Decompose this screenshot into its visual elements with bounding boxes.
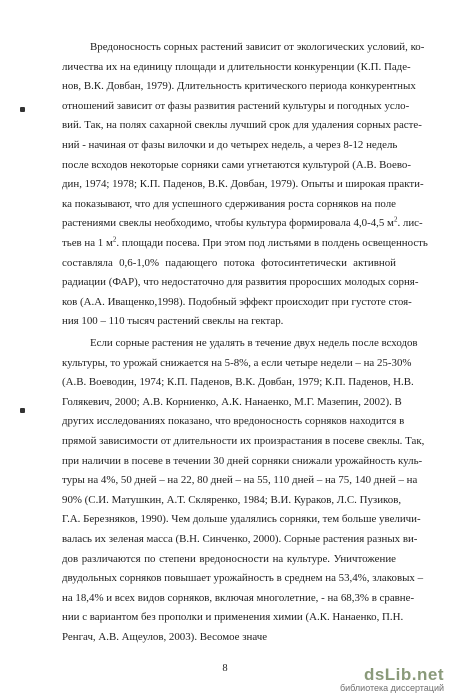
text-segment: тьев на 1 м — [62, 236, 113, 249]
text-line: ка показывают, что для успешного сдерживания роста сорняков на поле — [62, 197, 396, 210]
text-line: дин, 1974; 1978; К.П. Паденов, В.К. Довбан, 1979). Опыты и широкая практи- — [62, 178, 424, 191]
text-line: Вредоносность сорных растений зависит от экологических условий, ко- — [90, 41, 425, 53]
text-line: ния 100 – 110 тысяч растений свеклы на гектар. — [62, 315, 284, 328]
text-line: прямой зависимости от длительности их произрастания в посеве свеклы. Так, — [62, 434, 425, 447]
superscript: 2 — [112, 235, 117, 244]
paragraph-2 — [62, 334, 425, 648]
text-line: ков (А.А. Иващенко,1998). Подобный эффект происходит при густоте стоя- — [62, 295, 412, 308]
superscript: 2 — [393, 215, 398, 224]
paragraph-1 — [62, 38, 428, 332]
text-segment: растениями свеклы необходимо, чтобы культура формировала 4,0-4,5 м — [62, 217, 394, 230]
watermark-logo: dsLib.net — [363, 665, 444, 684]
text-line: культуры, то урожай снижается на 5-8%, а если четыре недели – на 25-30% — [62, 356, 412, 369]
text-line — [62, 214, 423, 234]
text-line: вий. Так, на полях сахарной свеклы лучший срок для удаления сорных расте- — [62, 119, 422, 132]
text-line: дов различаются по степени вредоносности на культуре. Уничтожение — [62, 552, 396, 565]
text-line: валась их зеленая масса (В.Н. Синченко, 2000). Сорные растения разных ви- — [62, 532, 418, 545]
text-line: других исследованиях показано, что вредоносность сорняков находится в — [62, 415, 405, 428]
text-line: отношений зависит от фазы развития растений культуры и погодных усло- — [62, 99, 410, 112]
text-line — [62, 234, 428, 254]
text-line: на 18,4% и всех видов сорняков, включая многолетние, - на 68,3% в сравне- — [62, 591, 415, 604]
watermark — [340, 665, 444, 693]
text-line: Ренгач, А.В. Ащеулов, 2003). Весомое значе — [62, 630, 268, 643]
text-segment: . лис- — [397, 217, 423, 230]
text-line: радиации (ФАР), что недостаточно для развития проросших молодых сорня- — [62, 276, 419, 289]
margin-mark — [20, 107, 25, 112]
text-line: 90% (С.И. Матушкин, А.Т. Скляренко, 1984; В.И. Кураков, Л.С. Пузиков, — [62, 493, 402, 506]
text-line: Голякевич, 2000; А.В. Корниенко, А.К. Нанаенко, М.Г. Мазепин, 2002). В — [62, 395, 402, 408]
text-line: ний - начиная от фазы вилочки и до четырех недель, а через 8-12 недель — [62, 138, 398, 151]
text-line: составляла 0,6-1,0% падающего потока фотосинтетически активной — [62, 256, 396, 269]
text-line: (А.В. Воеводин, 1974; К.П. Паденов, В.К. Довбан, 1979; К.П. Паденов, Н.В. — [62, 376, 414, 389]
text-line: личества их на единицу площади и длительности конкуренции (К.П. Паде- — [62, 60, 411, 73]
text-line: при наличии в посеве в течении 30 дней сорняки снижали урожайность куль- — [62, 454, 423, 467]
margin-mark — [20, 408, 25, 413]
text-line: нии с вариантом без прополки и применения химии (А.К. Нанаенко, П.Н. — [62, 611, 404, 624]
text-line: двудольных сорняков повышает урожайность в среднем на 53,4%, злаковых – — [62, 572, 424, 585]
watermark-subtitle: библиотека диссертаций — [339, 683, 444, 693]
text-line: Если сорные растения не удалять в течение двух недель после всходов — [90, 337, 418, 349]
text-line: после всходов некоторые сорняки сами угнетаются культурой (А.В. Воево- — [62, 158, 411, 171]
text-line: нов, В.К. Довбан, 1979). Длительность критического периода конкурентных — [62, 80, 416, 93]
text-segment: . площади посева. При этом под листьями в полдень освещенность — [116, 236, 428, 249]
text-line: туры на 4%, 50 дней – на 22, 80 дней – на 55, 110 дней – на 75, 140 дней – на — [62, 474, 418, 487]
page-number: 8 — [222, 663, 228, 674]
text-line: Г.А. Березняков, 1990). Чем дольше удалялись сорняки, тем больше увеличи- — [62, 513, 421, 526]
